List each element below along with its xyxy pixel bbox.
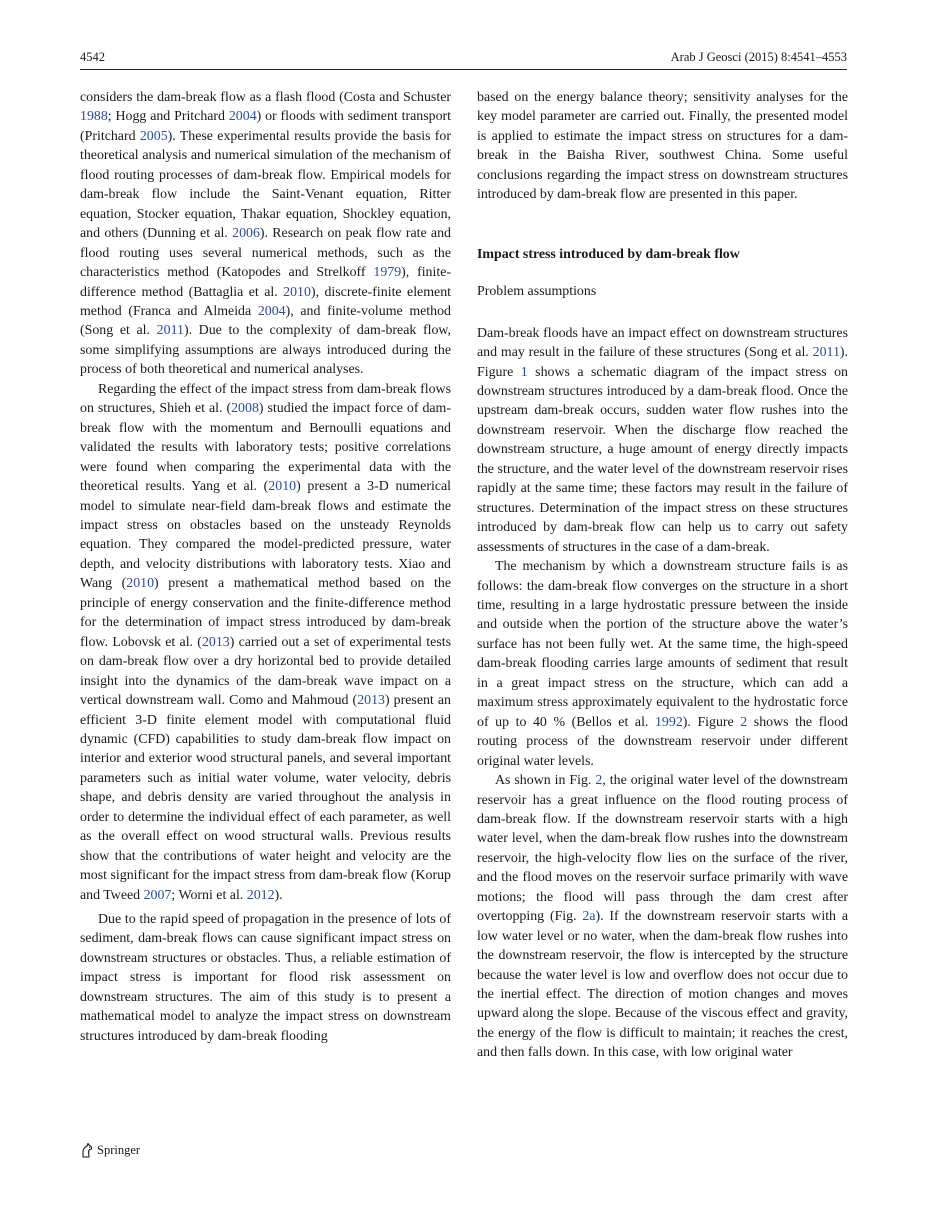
section-heading: Impact stress introduced by dam-break flow xyxy=(477,246,740,262)
footer xyxy=(80,1141,140,1159)
left-column xyxy=(80,88,451,1046)
citation-link[interactable]: 2011 xyxy=(812,345,840,361)
citation-link[interactable]: 2006 xyxy=(232,226,260,242)
citation-link[interactable]: 2007 xyxy=(143,887,172,903)
citation-link[interactable]: 1992 xyxy=(654,714,683,730)
running-header xyxy=(80,50,847,68)
citation-link[interactable]: 2 xyxy=(740,714,748,730)
citation-link[interactable]: 2010 xyxy=(283,284,311,300)
paragraph: considers the dam-break flow as a flash flood (Costa and Schuster 1988; Hogg and Pritchard 2004) or floods with sediment transport (Pritchard 2005). These experimental results provide the basis for theoretical analysis and numerical simulation of the mechanism of flood routing processes of dam-break flow. Empirical models for dam-break flow include the Saint-Venant equation, Ritter equation, Stocker equation, Thakar equation, Shockley equation, and others (Dunning et al. 2006). Research on peak flow rate and flood routing uses several numerical methods, such as the characteristics method (Katopodes and Strelkoff 1979), finite-difference method (Battaglia et al. 2010), discrete-finite element method (Franca and Almeida 2004), and finite-volume method (Song et al. 2011). Due to the complexity of dam-break flow, some simplifying assumptions are always introduced during the process of both theoretical and numerical analyses. xyxy=(80,90,452,378)
paragraph: Due to the rapid speed of propagation in the presence of lots of sediment, dam-break flows can cause significant impact stress on downstream structures or obstacles. Thus, a reliable estimation of impact stress is important for flood risk assessment on downstream structures. The aim of this study is to present a mathematical model to analyze the impact stress on downstream structures introduced by dam-break flooding xyxy=(80,912,451,1044)
paragraph: Regarding the effect of the impact stress from dam-break flows on structures, Shieh et al. (2008) studied the impact force of dam-break flow with the momentum and Bernoulli equations and validated the results with laboratory tests; positive correlations were found when comparing the experimental data with the theoretical results. Yang et al. (2010) present a 3-D numerical model to simulate near-field dam-break flows and estimate the impact stress on obstacles based on the unsteady Reynolds equation. They compared the model-predicted pressure, water depth, and velocity distributions with laboratory tests. Xiao and Wang (2010) present a mathematical method based on the principle of energy conservation and the finite-difference method for the determination of impact stress introduced by dam-break flow. Lobovsk et al. (2013) carried out a set of experimental tests on dam-break flow over a dry horizontal bed to provide detailed insight into the dynamics of the dam-break wave impact on a vertical downstream wall. Como and Mahmoud (2013) present an efficient 3-D finite element model with computational fluid dynamic (CFD) capabilities to study dam-break flow impact on interior and exterior wood structural panels, and several important parameters such as initial water volume, water velocity, debris shape, and debris density are varied throughout the analysis in order to determine the individual effect of each parameter, as well as the overall effect on wood structural walls. Previous results show that the contributions of water height and velocity are the most significant for the impact stress from dam-break flow (Korup and Tweed 2007; Worni et al. 2012). xyxy=(80,381,452,903)
citation-link[interactable]: 2004 xyxy=(257,303,286,319)
citation-link[interactable]: 2013 xyxy=(201,634,230,650)
citation-link[interactable]: 2 xyxy=(595,773,603,789)
citation-link[interactable]: 2010 xyxy=(126,576,155,592)
page-number: 4542 xyxy=(80,50,105,64)
journal-citation: Arab J Geosci (2015) 8:4541–4553 xyxy=(670,50,847,64)
citation-link[interactable]: 2005 xyxy=(139,128,168,144)
header-rule xyxy=(80,69,847,70)
citation-link[interactable]: 2013 xyxy=(357,693,385,709)
citation-link[interactable]: 2004 xyxy=(228,109,257,125)
paragraph: The mechanism by which a downstream structure fails is as follows: the dam-break flow converges on the structure in a short time, resulting in a large hydrostatic pressure between the inside and outside when the portion of the structure above the water’s surface has not been fully wet. At the same time, the high-speed dam-break flooding carries large amounts of sediment that result in a great impact stress on the structure, which can add a maximum stress approximately equivalent to the hydrostatic force of up to 40 % (Bellos et al. 1992). Figure 2 shows the flood routing process of the downstream reservoir under different original water levels. xyxy=(477,559,848,769)
citation-link[interactable]: 2010 xyxy=(268,479,297,495)
publisher-name: Springer xyxy=(97,1142,141,1157)
subsection-heading: Problem assumptions xyxy=(477,284,597,300)
paragraph: Dam-break floods have an impact effect on downstream structures and may result in the failure of these structures (Song et al. 2011). Figure 1 shows a schematic diagram of the impact stress on downstream structures introduced by a dam-break flood. Once the upstream dam-break occurs, sudden water flow rushes into the downstream reservoir. When the discharge flow reached the downstream structure, a huge amount of energy directly impacts the structure, and the water level of the downstream reservoir rises rapidly at the same time; these factors may result in the failure of structures. Determination of the impact stress on these structures introduced by dam-break flow can help us to carry out safety assessments of structures in the case of a dam-break. xyxy=(477,325,848,555)
right-column xyxy=(477,88,848,1063)
paragraph: As shown in Fig. 2, the original water level of the downstream reservoir has a great influence on the flood routing process of dam-break flow. If the downstream reservoir starts with a high water level, when the dam-break flow rushes into the downstream reservoir, the high-velocity flow lies on the surface of the river, and the flood moves on the reservoir surface primarily with wave motions; the flood will pass through the dam crest after overtopping (Fig. 2a). If the downstream reservoir starts with a low water level or no water, when the dam-break flow rushes into the downstream reservoir, the flow is intercepted by the structure because the water level is low and overflow does not occur due to the inertial effect. The direction of motion changes and moves upward along the slope. Because of the viscous effect and gravity, the energy of the flow is difficult to maintain; it reaches the crest, and then falls down. In this case, with low original water xyxy=(477,773,848,1061)
paragraph: based on the energy balance theory; sensitivity analyses for the key model parameter are carried out. Finally, the presented model is applied to estimate the impact stress on structures for a dam-break in the Baisha River, southwest China. Some useful conclusions regarding the impact stress on downstream structures introduced by dam-break flow are presented in this paper. xyxy=(477,90,848,203)
citation-link[interactable]: 2012 xyxy=(246,887,275,903)
springer-horse-icon xyxy=(80,1142,94,1158)
citation-link[interactable]: 2008 xyxy=(231,401,259,417)
citation-link[interactable]: 1988 xyxy=(80,109,108,125)
citation-link[interactable]: 1979 xyxy=(373,265,402,281)
citation-link[interactable]: 2a xyxy=(582,909,596,925)
citation-link[interactable]: 2011 xyxy=(156,323,184,339)
citation-link[interactable]: 1 xyxy=(520,364,528,380)
